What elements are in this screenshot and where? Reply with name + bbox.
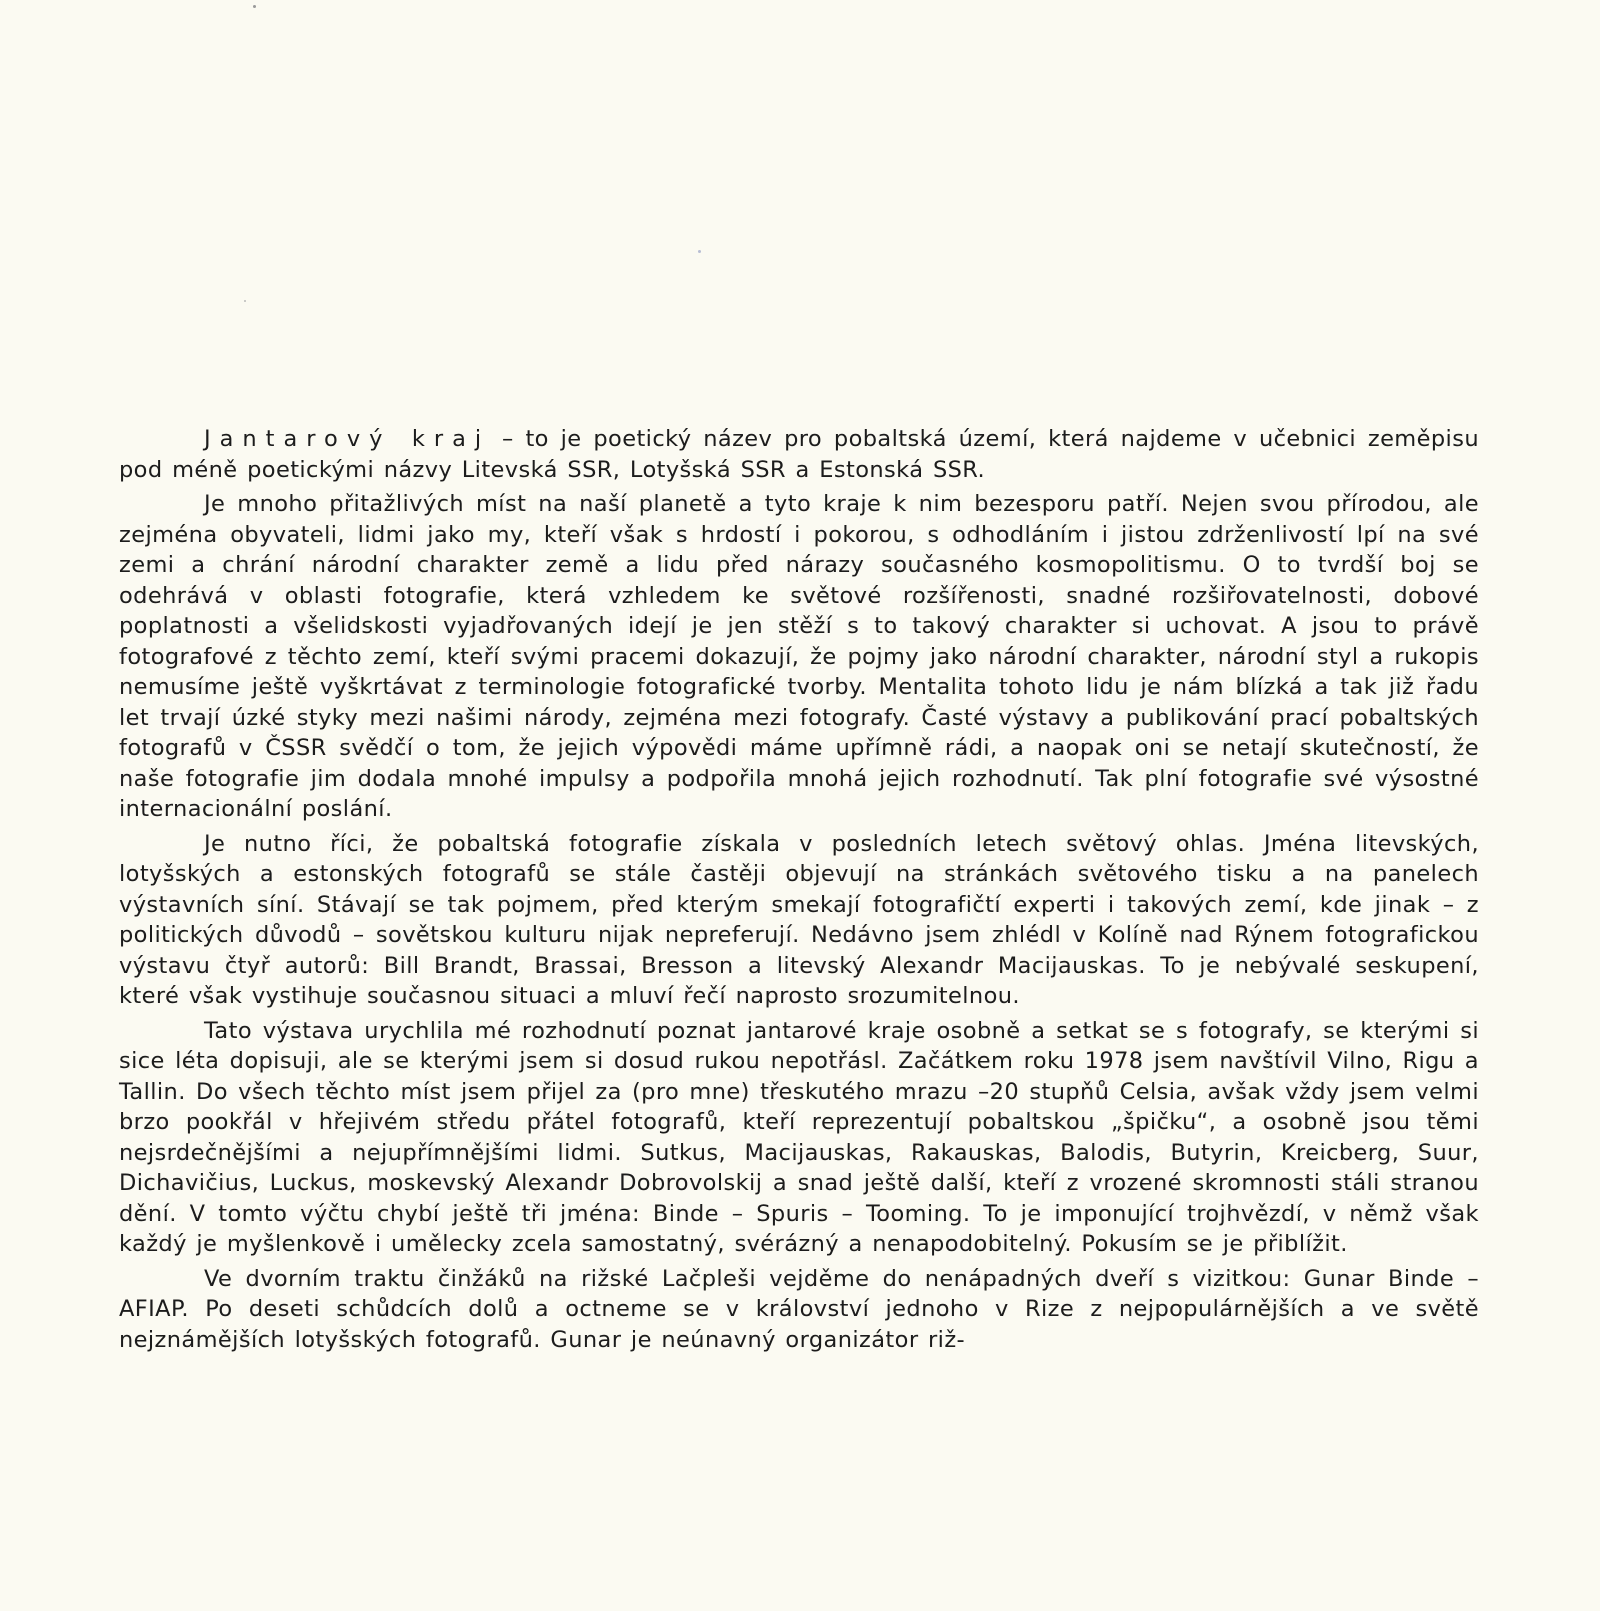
paper-speck — [698, 250, 701, 253]
article-paragraph-2: Je mnoho přitažlivých míst na naší planetě a tyto kraje k nim bezesporu patří. Nejen svou přírodou, ale zejména obyvateli, lidmi jako my, kteří však s hrdostí i pokorou, s odhodláním i jistou zdrženlivostí lpí na své zemi a chrání národní charakter země a lidu před nárazy současného kosmopolitismu. O to tvrdší boj se odehrává v oblasti fotografie, která vzhledem ke světové rozšířenosti, snadné rozšiřovatelnosti, dobové poplatnosti a všelidskosti vyjadřovaných idejí je jen stěží s to takový charakter si uchovat. A jsou to právě fotografové z těchto zemí, kteří svými pracemi dokazují, že pojmy jako národní charakter, národní styl a rukopis nemusíme ještě vyškrtávat z terminologie fotografické tvorby. Mentalita tohoto lidu je nám blízká a tak již řadu let trvají úzké styky mezi našimi národy, zejména mezi fotografy. Časté výstavy a publikování prací pobaltských fotografů v ČSSR svědčí o tom, že jejich výpovědi máme upřímně rádi, a naopak oni se netají skutečností, že naše fotografie jim dodala mnohé impulsy a podpořila mnohá jejich rozhodnutí. Tak plní fotografie své výsostné internacionální poslání. — [119, 491, 1479, 822]
article-paragraph-3: Je nutno říci, že pobaltská fotografie získala v posledních letech světový ohlas. Jména litevských, lotyšských a estonských fotografů se stále častěji objevují na stránkách světového tisku a na panelech výstavních síní. Stávají se tak pojmem, před kterým smekají fotografičtí experti i takových zemí, kde jinak – z politických důvodů – sovětskou kulturu nijak nepreferují. Nedávno jsem zhlédl v Kolíně nad Rýnem fotografickou výstavu čtyř autorů: Bill Brandt, Brassai, Bresson a litevský Alexandr Macijauskas. To je nebývalé seskupení, které však vystihuje současnou situaci a mluví řečí naprosto srozumitelnou. — [119, 830, 1479, 1009]
paper-speck — [244, 300, 246, 302]
paper-speck — [253, 5, 256, 8]
lead-title: Jantarový kraj — [204, 426, 491, 452]
article-body — [119, 424, 1479, 1359]
paragraph-text: – to je poetický název pro pobaltská území, která najdeme v učebnici zeměpisu pod méně poetickými názvy Litevská SSR, Lotyšská SSR a Estonská SSR. — [119, 426, 1479, 483]
article-paragraph-4: Tato výstava urychlila mé rozhodnutí poznat jantarové kraje osobně a setkat se s fotografy, se kterými si sice léta dopisuji, ale se kterými jsem si dosud rukou nepotřásl. Začátkem roku 1978 jsem navštívil Vilno, Rigu a Tallin. Do všech těchto míst jsem přijel za (pro mne) třeskutého mrazu –20 stupňů Celsia, avšak vždy jsem velmi brzo pookřál v hřejivém středu přátel fotografů, kteří reprezentují pobaltskou „špičku“, a osobně jsou těmi nejsrdečnějšími a nejupřímnějšími lidmi. Sutkus, Macijauskas, Rakauskas, Balodis, Butyrin, Kreicberg, Suur, Dichavičius, Luckus, moskevský Alexandr Dobrovolskij a snad ještě další, kteří z vrozené skromnosti stáli stranou dění. V tomto výčtu chybí ještě tři jména: Binde – Spuris – Tooming. To je imponující trojhvězdí, v němž však každý je myšlenkově i umělecky zcela samostatný, svérázný a nenapodobitelný. Pokusím se je přiblížit. — [119, 1017, 1479, 1257]
article-paragraph-1 — [119, 424, 1479, 485]
article-paragraph-5: Ve dvorním traktu činžáků na rižské Lačpleši vejděme do nenápadných dveří s vizitkou: Gunar Binde – AFIAP. Po deseti schůdcích dolů a octneme se v království jednoho v Rize z nejpopulárnějších a ve světě nejznámějších lotyšských fotografů. Gunar je neúnavný organizátor riž- — [119, 1265, 1479, 1353]
